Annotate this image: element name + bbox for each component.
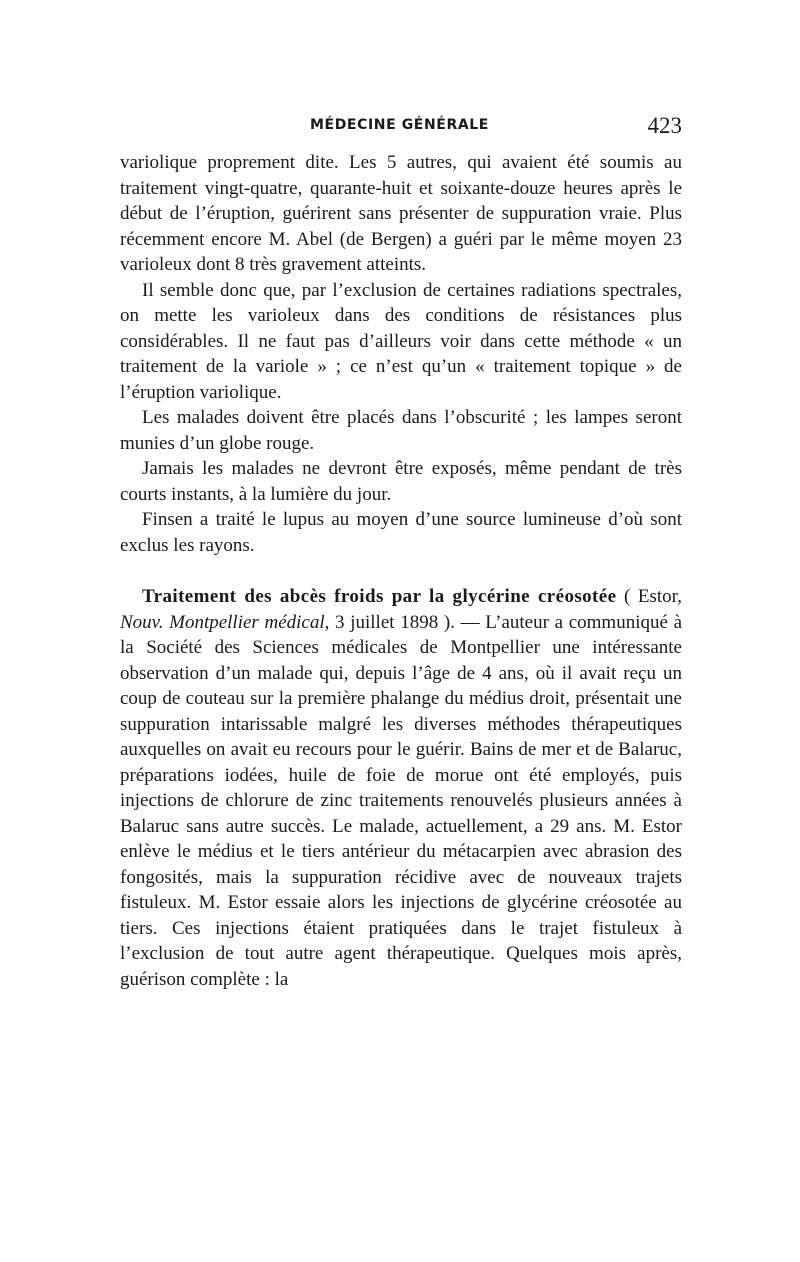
article-title: Traitement des abcès froids par la glycérine créosotée	[142, 586, 617, 607]
paragraph: Il semble donc que, par l’exclusion de certaines radiations spectrales, on mette les varioleux dans des conditions de résistances plus considérables. Il ne faut pas d’ailleurs voir dans cette méthode « un traitement de la variole » ; ce n’est qu’un « traitement topique » de l’éruption variolique.	[120, 279, 682, 403]
running-title: MÉDECINE GÉNÉRALE	[310, 117, 489, 133]
journal-name: Nouv. Montpellier médical	[120, 611, 325, 633]
citation-close: , 3 juillet 1898 ). —	[324, 611, 480, 633]
body-text	[120, 150, 682, 992]
citation-open: ( Estor,	[624, 586, 682, 607]
article-body: L’auteur a communiqué à la Société des Sciences médicales de Montpellier une intéressante observation d’un malade qui, depuis l’âge de 4 ans, où il avait reçu un coup de couteau sur la première phalange du médius droit, présentait une suppuration intarissable malgré les diverses méthodes thérapeutiques auxquelles on avait eu recours pour le guérir. Bains de mer et de Balaruc, préparations iodées, huile de foie de morue ont été employés, puis injections de chlorure de zinc traitements renouvelés plusieurs années à Balaruc sans autre succès. Le malade, actuellement, a 29 ans. M. Estor enlève le médius et le tiers antérieur du métacarpien avec abrasion des fongosités, mais la suppuration récidive avec de nouveaux trajets fistuleux. M. Estor essaie alors les injections de glycérine créosotée au tiers. Ces injections étaient pratiquées dans le trajet fistuleux à l’exclusion de tout autre agent thérapeutique. Quelques mois après, guérison complète : la	[120, 611, 683, 990]
page-number: 423	[647, 113, 682, 138]
article-entry	[120, 584, 682, 992]
paragraph: Jamais les malades ne devront être exposés, même pendant de très courts instants, à la lumière du jour.	[120, 458, 682, 505]
paragraph: variolique proprement dite. Les 5 autres, qui avaient été soumis au traitement vingt-quatre, quarante-huit et soixante-douze heures après le début de l’éruption, guérirent sans présenter de suppuration vraie. Plus récemment encore M. Abel (de Bergen) a guéri par le même moyen 23 varioleux dont 8 très gravement atteints.	[120, 152, 682, 275]
page-header	[120, 113, 682, 141]
paragraph: Les malades doivent être placés dans l’obscurité ; les lampes seront munies d’un globe rouge.	[120, 407, 682, 454]
paragraph: Finsen a traité le lupus au moyen d’une source lumineuse d’où sont exclus les rayons.	[120, 509, 682, 556]
